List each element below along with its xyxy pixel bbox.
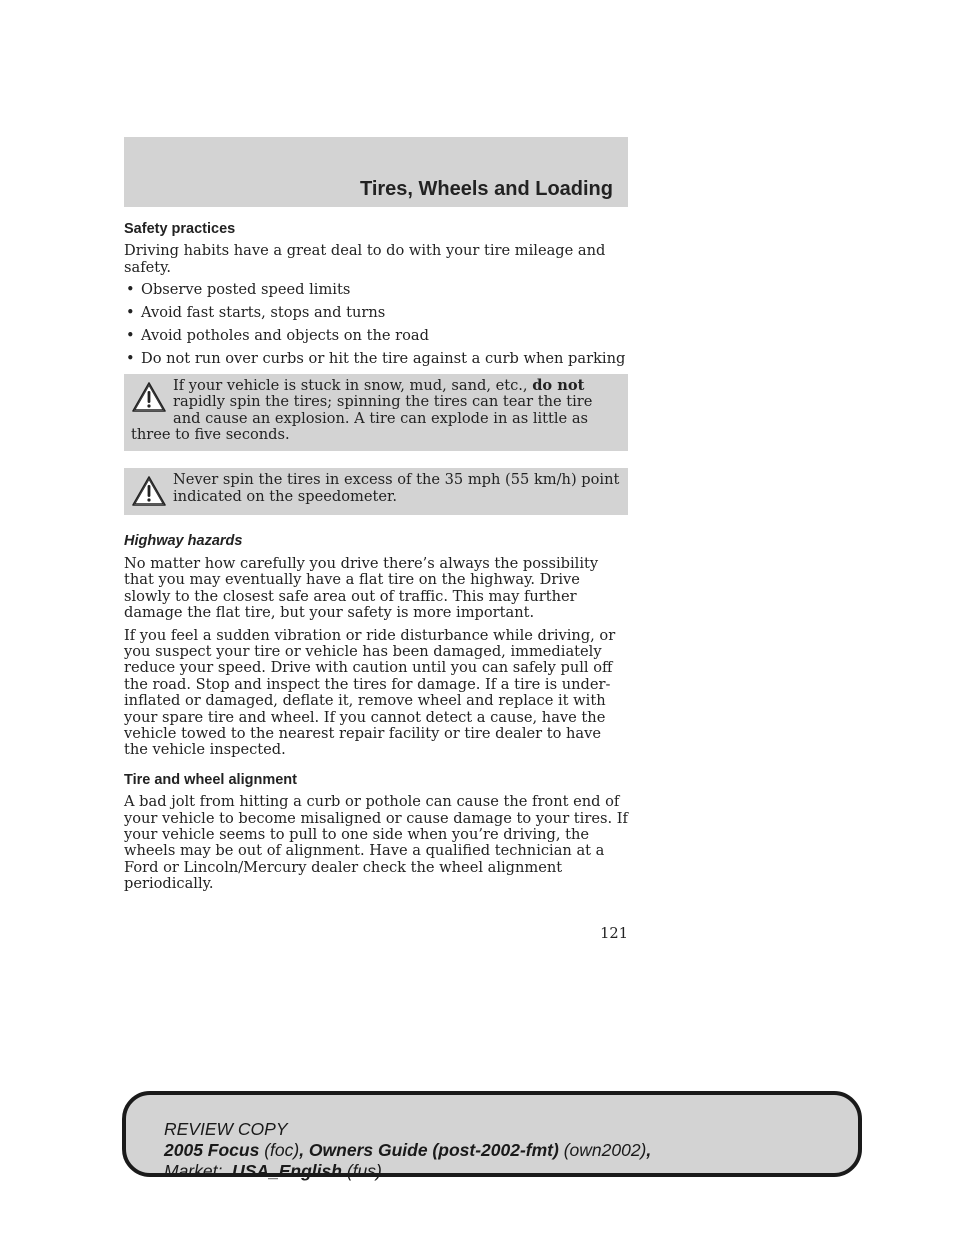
review-market-line: Market: USA_English (fus) <box>164 1161 382 1181</box>
list-item: • Avoid fast starts, stops and turns <box>124 305 628 321</box>
review-copy-text <box>164 1119 651 1182</box>
highway-paragraph-1: No matter how carefully you drive there’s always the possibility that you may eventually have a flat tire on the highway. Drive slowly to the closest safe area out of traffic. This may further damage the flat tire, but your safety is more important. <box>124 554 599 622</box>
warning-box-stuck <box>124 374 628 452</box>
alignment-heading: Tire and wheel alignment <box>124 771 297 788</box>
safety-list <box>124 282 628 367</box>
warning-emphasis: do not <box>532 376 585 394</box>
alignment-paragraph: A bad jolt from hitting a curb or pothole can cause the front end of your vehicle to become misaligned or cause damage to your tires. If your vehicle seems to pull to one side when you’re driving, the wheels may be out of alignment. Have a qualified technician at a Ford or Lincoln/Mercury dealer check the wheel alignment periodically. <box>124 793 628 893</box>
warning-triangle-icon <box>131 475 167 507</box>
list-item: • Do not run over curbs or hit the tire against a curb when parking <box>124 351 628 367</box>
review-doc-line: 2005 Focus (foc), Owners Guide (post-2002-fmt) (own2002), <box>164 1140 652 1160</box>
page-content <box>124 221 628 899</box>
review-label: REVIEW COPY <box>164 1119 288 1139</box>
highway-paragraph-2: If you feel a sudden vibration or ride disturbance while driving, or you suspect your tire or vehicle has been damaged, immediately reduce your speed. Drive with caution until you can safely pull off the road. Stop and inspect the tires for damage. If a tire is under-inflated or damaged, deflate it, remove wheel and replace it with your spare tire and wheel. If you cannot detect a cause, have the vehicle towed to the nearest repair facility or tire dealer to have the vehicle inspected. <box>124 626 616 759</box>
section-header-bar <box>124 137 628 207</box>
warning-triangle-icon <box>131 381 167 413</box>
section-title: Tires, Wheels and Loading <box>359 178 613 200</box>
warning-text: If your vehicle is stuck in snow, mud, sand, etc., do not rapidly spin the tires; spinning the tires can tear the tire and cause an explosion. A tire can explode in as little as three to five seconds. <box>131 376 593 444</box>
review-copy-footer <box>122 1091 862 1181</box>
list-item: • Avoid potholes and objects on the road <box>124 328 628 344</box>
warning-box-speed <box>124 468 628 515</box>
safety-heading: Safety practices <box>124 221 236 237</box>
page-number: 121 <box>600 925 628 942</box>
warning-text: Never spin the tires in excess of the 35 mph (55 km/h) point indicated on the speedometer. <box>173 471 620 505</box>
highway-heading: Highway hazards <box>124 533 243 550</box>
list-item: • Observe posted speed limits <box>124 282 628 298</box>
safety-intro: Driving habits have a great deal to do with your tire mileage and safety. <box>124 242 606 276</box>
